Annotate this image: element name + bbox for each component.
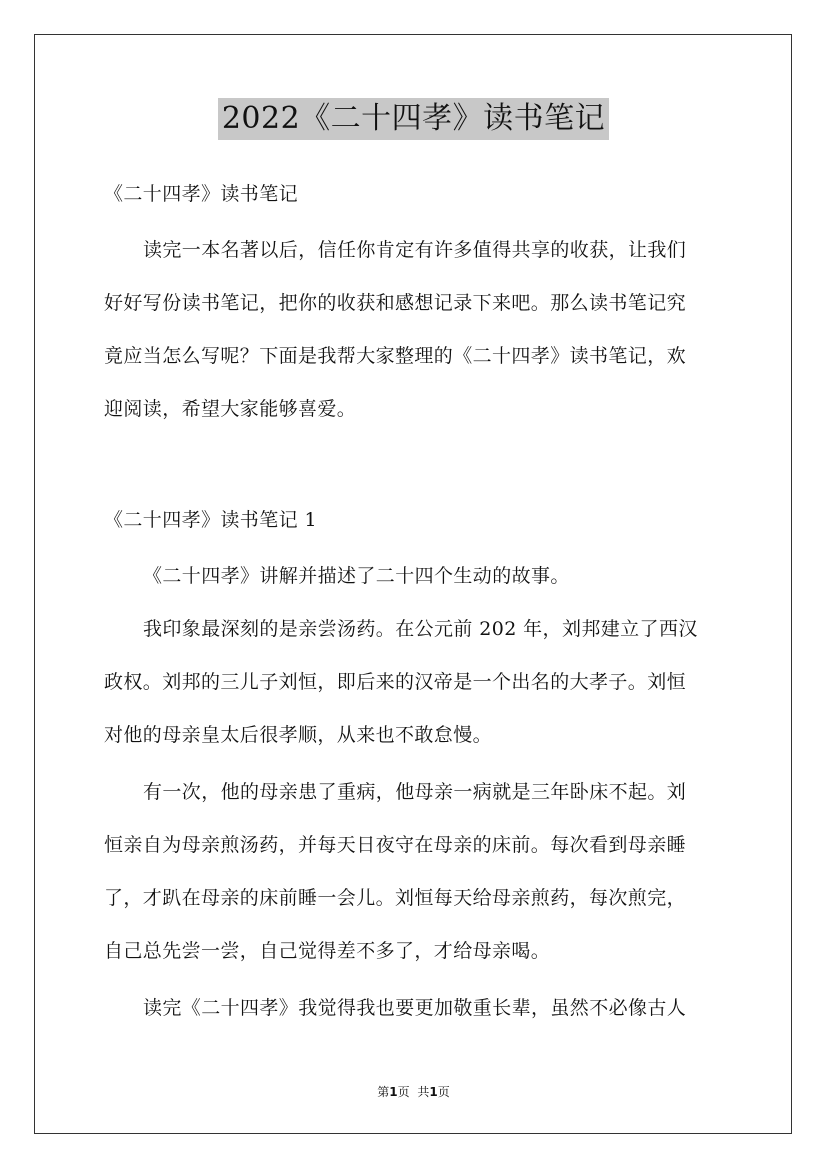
title-container bbox=[0, 98, 827, 140]
paragraph-line: 迎阅读，希望大家能够喜爱。 bbox=[104, 398, 357, 420]
paragraph-line: 自己总先尝一尝，自己觉得差不多了，才给母亲喝。 bbox=[104, 940, 551, 962]
paragraph-line: 恒亲自为母亲煎汤药，并每天日夜守在母亲的床前。每次看到母亲睡 bbox=[104, 834, 687, 856]
page-number: 1 bbox=[389, 1085, 398, 1099]
paragraph-line: 政权。刘邦的三儿子刘恒，即后来的汉帝是一个出名的大孝子。刘恒 bbox=[104, 671, 687, 693]
paragraph-line: 我印象最深刻的是亲尝汤药。在公元前 202 年，刘邦建立了西汉 bbox=[143, 618, 698, 640]
paragraph-line: 好好写份读书笔记，把你的收获和感想记录下来吧。那么读书笔记究 bbox=[104, 292, 687, 314]
paragraph-line: 有一次，他的母亲患了重病，他母亲一病就是三年卧床不起。刘 bbox=[143, 781, 687, 803]
paragraph-line: 《二十四孝》讲解并描述了二十四个生动的故事。 bbox=[143, 565, 570, 587]
page-label-prefix: 第 bbox=[377, 1085, 390, 1099]
section-heading: 《二十四孝》读书笔记 1 bbox=[104, 509, 317, 531]
total-label-suffix: 页 bbox=[437, 1085, 450, 1099]
page-label-suffix: 页 bbox=[397, 1085, 410, 1099]
paragraph-line: 了，才趴在母亲的床前睡一会儿。刘恒每天给母亲煎药，每次煎完， bbox=[104, 887, 687, 909]
paragraph-line: 对他的母亲皇太后很孝顺，从来也不敢怠慢。 bbox=[104, 724, 493, 746]
paragraph-line: 读完《二十四孝》我觉得我也要更加敬重长辈，虽然不必像古人 bbox=[143, 997, 687, 1019]
document-title: 2022《二十四孝》读书笔记 bbox=[218, 98, 609, 140]
total-label-prefix: 共 bbox=[417, 1085, 430, 1099]
page-footer bbox=[0, 1084, 827, 1100]
paragraph-line: 读完一本名著以后，信任你肯定有许多值得共享的收获，让我们 bbox=[143, 239, 687, 261]
paragraph-line: 竟应当怎么写呢？下面是我帮大家整理的《二十四孝》读书笔记，欢 bbox=[104, 345, 687, 367]
section-heading: 《二十四孝》读书笔记 bbox=[104, 183, 299, 205]
total-pages: 1 bbox=[429, 1085, 438, 1099]
